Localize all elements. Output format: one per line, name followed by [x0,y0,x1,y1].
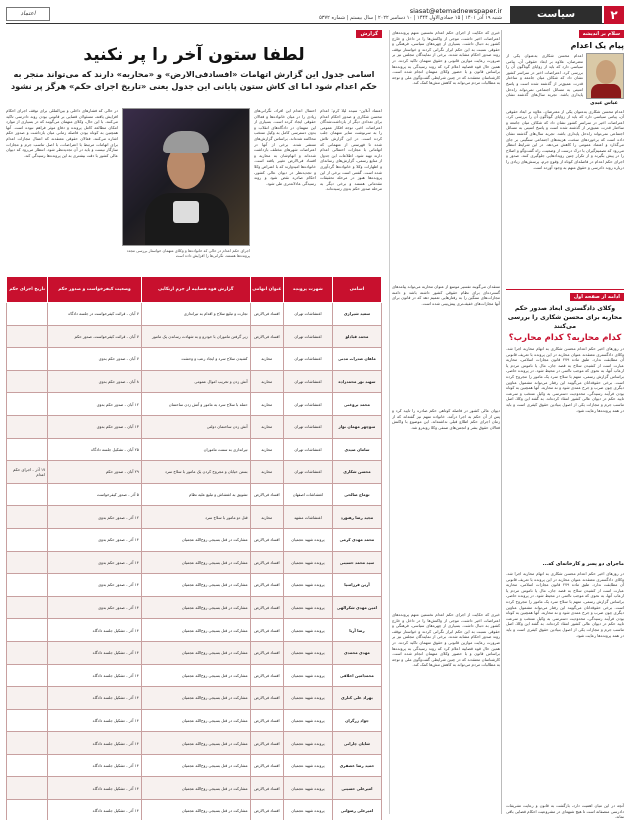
defendant-name-cell: محمد قبادلو [332,325,381,348]
judiciary-report-cell: تیراندازی به سمت ماموران [141,438,250,461]
execution-date-cell [7,551,48,574]
indictment-status-cell: ۱۴ آذر - تشکیل جلسه دادگاه [48,754,142,777]
defendants-table [6,276,382,820]
charge-cell: محاربه [250,348,283,371]
charge-cell: افساد فی‌الارض [250,687,283,710]
defendant-name-cell: محمد مهدی کرمی [332,528,381,551]
masthead-bar [6,4,624,24]
indictment-status-cell: ۲۹ آبان - صدور حکم [48,461,142,484]
execution-date-cell [7,483,48,506]
case-name-cell: پرونده شهید عجمیان [284,687,333,710]
execution-date-cell [7,348,48,371]
case-name-cell: اغتشاشات اصفهان [284,483,333,506]
case-name-cell: اغتشاشات تهران [284,325,333,348]
defendant-name-cell: امیرعلی رضوانی [332,800,381,820]
table-row [7,664,382,687]
charge-cell: افساد فی‌الارض [250,664,283,687]
case-name-cell: پرونده شهید عجمیان [284,777,333,800]
indictment-status-cell: ۱۴ آذر - صدور حکم بدوی [48,596,142,619]
defendant-name-cell: سید محمد حسینی [332,551,381,574]
table-row [7,687,382,710]
divider [506,289,624,291]
indictment-status-cell: ۷ آبان - قرائت کیفرخواست، صدور حکم [48,325,142,348]
charge-cell: افساد فی‌الارض [250,619,283,642]
indictment-status-cell: ۲۵ آبان - تشکیل جلسه دادگاه [48,438,142,461]
judiciary-report-cell: مشارکت در قتل بسیجی روح‌الله عجمیان [141,596,250,619]
case-name-cell: پرونده شهید عجمیان [284,619,333,642]
defendant-name-cell: سعید شیرازی [332,303,381,326]
execution-date-cell [7,709,48,732]
article-ending: آنچه در این میان اهمیت دارد، بازگشت به قانون و رعایت تشریفات دادرسی منصفانه است تا هیچ شبهه‌ای در مشروعیت احکام قضایی باقی نماند. [506,803,624,820]
indictment-status-cell: ۱۴ آذر - تشکیل جلسه دادگاه [48,709,142,732]
charge-cell: افساد فی‌الارض [250,574,283,597]
page-number: ۲ [604,6,624,24]
case-name-cell: اغتشاشات تهران [284,370,333,393]
execution-date-cell [7,438,48,461]
header-charge: عنوان اتهامی [250,277,283,303]
charge-cell: افساد فی‌الارض [250,641,283,664]
execution-date-cell [7,370,48,393]
column-intro: اعدام محسن شکاری به‌عنوان یکی از معترضان، علاوه بر ابعاد حقوقی آن، پیامی سیاسی دارد که باید از زوایای گوناگون آن را بررسی کرد. اعتراضات اخیر در سراسر کشور نشان داد که شکاف میان جامعه و ساختار قدرت عمیق‌تر از گذشته شده است و پاسخ امنیتی به مسائل اجتماعی نمی‌تواند راه‌حل پایداری باشد. تجربه سال‌های گذشته نشان [506,53,583,98]
column-divider [500,30,502,814]
indictment-status-cell: ۱۴ آذر - تشکیل جلسه دادگاه [48,641,142,664]
table-row [7,709,382,732]
case-name-cell: اغتشاشات تهران [284,415,333,438]
section-title: سیاست [510,6,602,24]
secondary-body-1: خبری که حکایت از اجرای حکم اعدام نخستین متهم پرونده‌های اعتراضات اخیر داشت، موجی از واکنش‌ها را در داخل و خارج کشور به دنبال داشت. بسیاری از چهره‌های سیاسی، فرهنگی و حقوقی نسبت به این حکم ابراز نگرانی کردند و خواستار توقف روند صدور احکام مشابه شدند. برخی از نمایندگان مجلس نیز بر ضرورت رعایت موازین قانونی و حقوق متهمان تاکید کردند. در همین حال قوه قضاییه اعلام کرد که روند رسیدگی به پرونده‌ها براساس قانون و با حضور وکلای متهمان انجام شده است. کارشناسان معتقدند که در چنین شرایطی گفت‌وگوی ملی و توجه به مطالبات مردم می‌تواند به کاهش تنش‌ها کمک کند. [392,30,500,86]
case-name-cell: پرونده شهید عجمیان [284,664,333,687]
judiciary-report-cell: آتش زدن ساختمان دولتی [141,415,250,438]
judiciary-report-cell: حمله با سلاح سرد به مامور و آتش زدن ساختمان [141,393,250,416]
column-body: اعدام محسن شکاری به‌عنوان یکی از معترضان، علاوه بر ابعاد حقوقی آن، پیامی سیاسی دارد که باید از زوایای گوناگون آن را بررسی کرد. اعتراضات اخیر در سراسر کشور نشان داد که شکاف میان جامعه و ساختار قدرت عمیق‌تر از گذشته شده است و پاسخ امنیتی به مسائل اجتماعی نمی‌تواند راه‌حل پایداری باشد. تجربه سال‌های گذشته نشان داده است که برخوردهای سخت، هزینه‌های اجتماعی سنگینی بر جای می‌گذارد و اعتماد عمومی را کاهش می‌دهد. در این شرایط انتظار می‌رود که تصمیم‌گیران با درک درست از وضعیت، راه گفت‌وگو و اصلاح را در پیش بگیرند و از تکرار چنین رویدادهایی جلوگیری کنند. صدور و اجرای حکم اعدام در فاصله‌ای کوتاه از وقوع جرم، پرسش‌های زیادی را درباره روند دادرسی و حقوق متهم به وجود آورده است. [506,108,624,170]
table-row [7,574,382,597]
judiciary-report-cell: مشارکت در قتل بسیجی روح‌الله عجمیان [141,754,250,777]
case-name-cell: اغتشاشات تهران [284,438,333,461]
defendant-name-cell: محمد بروغنی [332,393,381,416]
indictment-status-cell: ۱۴ آذر - تشکیل جلسه دادگاه [48,664,142,687]
header-execution-date: تاریخ اجرای حکم [7,277,48,303]
case-name-cell: پرونده شهید عجمیان [284,641,333,664]
secondary-body-2: منتقدان می‌گویند تفسیر موسع از عنوان محاربه می‌تواند پیامدهای گسترده‌ای برای نظام حقوقی کشور داشته باشد و دامنه مجازات‌های سنگین را به رفتارهایی تعمیم دهد که در قانون برای آنها مجازات‌های خفیف‌تری پیش‌بینی شده است. [392,284,500,306]
table-row [7,551,382,574]
execution-date-cell [7,393,48,416]
case-name-cell: پرونده شهید عجمیان [284,709,333,732]
table-row [7,641,382,664]
column-tag: سلام بر اندیشه [579,30,624,38]
execution-date-cell [7,506,48,529]
report-body-1: اعتماد آنلاین- سیده لیلا کرم: اعدام محسن شکاری و صدور احکام اعدام برای تعدادی دیگر از بازداشت‌شدگان اعتراضات اخیر، توجه افکار عمومی را به سرنوشت سایر متهمان جلب کرده است. در این گزارش تلاش شده تا فهرستی از متهمانی که اتهاماتی با مجازات احتمالی اعدام دارند تهیه شود. اطلاعات این جدول از منابع رسمی، گزارش‌های رسانه‌ای و اظهارات وکلا و خانواده‌ها گردآوری شده است. گفتنی است برخی از این پرونده‌ها هنوز در مرحله تحقیقات مقدماتی هستند و برخی دیگر به مرحله صدور حکم بدوی رسیده‌اند. [320,108,382,192]
table-row [7,483,382,506]
defendant-name-cell: شایان چارانی [332,732,381,755]
table-row [7,754,382,777]
case-name-cell: اغتشاشات مشهد [284,506,333,529]
report-kicker: گزارش [356,30,382,38]
execution-date-cell: ۱۷ آذر - اجرای حکم اعدام [7,461,48,484]
article-crosshead: ماجرای دو پسر و کارخانه‌ای که... [542,561,624,568]
indictment-status-cell: ۱۴ آذر - تشکیل جلسه دادگاه [48,687,142,710]
indictment-status-cell: ۱۴ آذر - صدور حکم بدوی [48,551,142,574]
judiciary-report-cell: آتش زدن و تخریب اموال عمومی [141,370,250,393]
judiciary-report-cell: مشارکت در قتل بسیجی روح‌الله عجمیان [141,687,250,710]
indictment-status-cell: ۱۴ آذر - تشکیل جلسه دادگاه [48,732,142,755]
table-header-row [7,277,382,303]
table-row [7,393,382,416]
judiciary-report-cell: مشارکت در قتل بسیجی روح‌الله عجمیان [141,619,250,642]
author-photo [586,53,624,99]
indictment-status-cell: ۱۴ آذر - صدور حکم بدوی [48,528,142,551]
report-deck: اسامی جدول این گزارش اتهامات «افسادفی‌الارض» و «محاربه» دارند که می‌تواند منجر به حکم اعدام شود اما ای کاش ستون پایانی این جدول یعنی «تاریخ اجرای حکم» هرگز پر نشود [10,69,378,91]
charge-cell: محاربه [250,415,283,438]
charge-cell: افساد فی‌الارض [250,528,283,551]
judiciary-report-cell: مشارکت در قتل بسیجی روح‌الله عجمیان [141,641,250,664]
table-row [7,303,382,326]
judiciary-report-cell: مشارکت در قتل بسیجی روح‌الله عجمیان [141,777,250,800]
charge-cell: افساد فی‌الارض [250,483,283,506]
case-name-cell: پرونده شهید عجمیان [284,732,333,755]
header-case: شهرت پرونده [284,277,333,303]
charge-cell: محاربه [250,370,283,393]
defendant-name-cell: رضا آریا [332,619,381,642]
defendant-name-cell: مهدی محمدی [332,641,381,664]
charge-cell: افساد فی‌الارض [250,709,283,732]
defendant-name-cell: سهند نور محمدزاده [332,370,381,393]
indictment-status-cell: ۷ آبان - قرائت کیفرخواست در جلسه دادگاه [48,303,142,326]
report-body-3: در حالی که فشارهای داخلی و بین‌المللی برای توقف اجرای احکام افزایش یافته، مسئولان قضایی بر قانونی بودن روند دادرسی تاکید می‌کنند. با این حال، وکلای متهمان می‌گویند که در بسیاری از موارد امکان مطالعه کامل پرونده و دفاع موثر فراهم نبوده است. آنها همچنین به کوتاه بودن فاصله زمانی میان بازداشت و صدور حکم اشاره می‌کنند. فعالان حقوقی معتقدند که اعمال مجازات اعدام برای اتهامات مرتبط با اعتراضات، با اصل تناسب جرم و مجازات سازگار نیست و باید در آن تجدیدنظر شود. انتظار می‌رود که دیوان عالی کشور با دقت بیشتری به این پرونده‌ها رسیدگی کند. [6,108,118,158]
judiciary-report-cell: بستن خیابان و مجروح کردن یک مامور با سلاح سرد [141,461,250,484]
defendant-name-cell: آرین فرزامنیا [332,574,381,597]
judiciary-report-cell: زیر گرفتن ماموران با خودرو و به شهادت رساندن یک مامور [141,325,250,348]
execution-date-cell [7,596,48,619]
defendant-name-cell: بهراد علی کنارى [332,687,381,710]
table-row [7,800,382,820]
case-name-cell: پرونده شهید عجمیان [284,754,333,777]
article-body-continued: در روزهای اخیر حکم اعدام محسن شکاری به اتهام محاربه اجرا شد. وکلای دادگستری معتقدند عنوان محاربه در این پرونده با تعریف قانونی آن مطابقت ندارد. طبق ماده ۲۷۹ قانون مجازات اسلامی، محاربه عبارت است از کشیدن سلاح به قصد جان، مال یا ناموس مردم یا ارعاب آنها، به نحوی که موجب ناامنی در محیط شود. در پرونده حاضر، براساس گزارش رسمی، متهم با سلاح سرد یک مامور را مجروح کرده است. برخی حقوقدانان می‌گویند این رفتار می‌تواند مشمول عناوین دیگری چون ضرب و جرح عمدی شود و نه محاربه. آنها همچنین به کوتاه بودن فرآیند رسیدگی، محدودیت دسترسی به وکیل منتخب و سرعت تایید حکم در دیوان عالی کشور انتقاد کرده‌اند. به گفته این وکلا، اصل تناسب جرم و مجازات یکی از اصول بنیادین حقوق کیفری است و باید در همه پرونده‌ها رعایت شود. [506,571,624,638]
charge-cell: افساد فی‌الارض [250,732,283,755]
judiciary-report-cell: مشارکت در قتل بسیجی روح‌الله عجمیان [141,551,250,574]
indictment-status-cell: ۱۴ آذر - تشکیل جلسه دادگاه [48,800,142,820]
defendant-name-cell: مجید رضا رهنورد [332,506,381,529]
charge-cell: محاربه [250,438,283,461]
execution-date-cell [7,664,48,687]
indictment-status-cell: ۱۴ آذر - صدور حکم بدوی [48,574,142,597]
continued-tag: ادامه از صفحه اول [570,293,624,301]
execution-date-cell [7,528,48,551]
case-name-cell: پرونده شهید عجمیان [284,800,333,820]
case-name-cell: پرونده شهید عجمیان [284,551,333,574]
table-row [7,461,382,484]
secondary-body-4: خبری که حکایت از اجرای حکم اعدام نخستین متهم پرونده‌های اعتراضات اخیر داشت، موجی از واکنش‌ها را در داخل و خارج کشور به دنبال داشت. بسیاری از چهره‌های سیاسی، فرهنگی و حقوقی نسبت به این حکم ابراز نگرانی کردند و خواستار توقف روند صدور احکام مشابه شدند. برخی از نمایندگان مجلس نیز بر ضرورت رعایت موازین قانونی و حقوق متهمان تاکید کردند. در همین حال قوه قضاییه اعلام کرد که روند رسیدگی به پرونده‌ها براساس قانون و با حضور وکلای متهمان انجام شده است. کارشناسان معتقدند که در چنین شرایطی گفت‌وگوی ملی و توجه به مطالبات مردم می‌تواند به کاهش تنش‌ها کمک کند. [392,612,500,668]
defendant-name-cell: منوچهر مهمان نواز [332,415,381,438]
charge-cell: افساد فی‌الارض [250,754,283,777]
indictment-status-cell: ۷ آبان - صدور حکم بدوی [48,348,142,371]
judiciary-report-cell: قتل دو مامور با سلاح سرد [141,506,250,529]
defendant-name-cell: حمید رضا عصفری [332,754,381,777]
charge-cell: افساد فی‌الارض [250,777,283,800]
judiciary-report-cell: کشیدن سلاح سرد و ایجاد رعب و وحشت [141,348,250,371]
judiciary-report-cell: مشارکت در قتل بسیجی روح‌الله عجمیان [141,709,250,732]
charge-cell: محاربه [250,506,283,529]
table-row [7,438,382,461]
column-divider-main [389,30,390,814]
secondary-column [392,30,500,814]
judiciary-report-cell: مشارکت در قتل بسیجی روح‌الله عجمیان [141,664,250,687]
main-report [6,30,382,814]
secondary-body-3: دیوان عالی کشور در فاصله کوتاهی حکم صادره را تایید کرد و پس از آن حکم به اجرا درآمد. خانواده متهم نیز گفته‌اند که از زمان اجرای حکم اطلاع قبلی نداشته‌اند. این موضوع با واکنش فعالان حقوق بشر و انجمن‌های صنفی وکلا روبه‌رو شد. [392,408,500,430]
charge-cell: افساد فی‌الارض [250,551,283,574]
header-status: وضعیت کیفرخواست و صدور حکم [48,277,142,303]
report-body-2: احتمال اعدام این افراد، نگرانی‌های زیادی را در میان خانواده‌ها و فعالان حقوقی ایجاد کرده است. بسیاری از این متهمان در دادگاه‌های انقلاب و بدون دسترسی کامل به وکیل منتخب محاکمه شده‌اند. براساس گزارش‌های منتشر شده، برخی از آنها در اعتراضات شهرهای مختلف بازداشت شده‌اند و اتهام‌شان به محاربه و افساد فی‌الارض تغییر یافته است. خانواده‌ها امیدوارند که با اعتراض وکلا و تجدیدنظر در دیوان عالی کشور، احکام صادره نقض شود و روند رسیدگی عادلانه‌تری طی شود. [254,108,316,186]
judiciary-report-cell: تجارت و تبلیغ سلاح و اقدام به تیراندازی [141,303,250,326]
charge-cell: افساد فی‌الارض [250,325,283,348]
indictment-status-cell: ۸ آبان - صدور حکم بدوی [48,370,142,393]
table-row [7,596,382,619]
article-subhead: وکلای دادگستری ابعاد صدور حکم محاربه برای محسن شکاری را بررسی می‌کنند [507,305,623,331]
indictment-status-cell: ۱۲ آبان - صدور حکم بدوی [48,393,142,416]
table-row [7,370,382,393]
execution-date-cell [7,325,48,348]
defendant-name-cell: ماهان صدرات مدنی [332,348,381,371]
defendant-name-cell: امیرعلی حسینی [332,777,381,800]
photo-caption: اجرای حکم اعدام در حالی که خانواده‌ها و وکلای متهمان خواستار بررسی مجدد پرونده‌ها هستند، نگرانی‌ها را افزایش داده است [126,248,250,258]
case-name-cell: پرونده شهید عجمیان [284,574,333,597]
article-body: در روزهای اخیر حکم اعدام محسن شکاری به اتهام محاربه اجرا شد. وکلای دادگستری معتقدند عنوان محاربه در این پرونده با تعریف قانونی آن مطابقت ندارد. طبق ماده ۲۷۹ قانون مجازات اسلامی، محاربه عبارت است از کشیدن سلاح به قصد جان، مال یا ناموس مردم یا ارعاب آنها، به نحوی که موجب ناامنی در محیط شود. در پرونده حاضر، براساس گزارش رسمی، متهم با سلاح سرد یک مامور را مجروح کرده است. برخی حقوقدانان می‌گویند این رفتار می‌تواند مشمول عناوین دیگری چون ضرب و جرح عمدی شود و نه محاربه. آنها همچنین به کوتاه بودن فرآیند رسیدگی، محدودیت دسترسی به وکیل منتخب و سرعت تایید حکم در دیوان عالی کشور انتقاد کرده‌اند. به گفته این وکلا، اصل تناسب جرم و مجازات یکی از اصول بنیادین حقوق کیفری است و باید در همه پرونده‌ها رعایت شود. [506,346,624,413]
execution-date-cell [7,303,48,326]
charge-cell: محاربه [250,461,283,484]
author-name: عباس عبدی [590,101,618,106]
table-body [7,303,382,820]
judiciary-report-cell: تشویق به اغتشاش و تبلیغ علیه نظام [141,483,250,506]
execution-date-cell [7,641,48,664]
defendant-name-cell: توماج صالحی [332,483,381,506]
table-row [7,506,382,529]
case-name-cell: پرونده شهید عجمیان [284,528,333,551]
defendant-name-cell: سامان صیدی [332,438,381,461]
header-report: گزارش قوه قضاییه از جرم ارتکابی [141,277,250,303]
indictment-status-cell: ۱۴ آذر - تشکیل جلسه دادگاه [48,777,142,800]
charge-cell: محاربه [250,393,283,416]
execution-date-cell [7,619,48,642]
dateline: شنبه ۱۹ آذر ۱۴۰۱ | ۱۵ جمادی‌الاول ۱۴۴۴ | ۱۰ دسامبر ۲۰۲۲ | سال بیستم | شماره ۵۳۷۲ [319,15,502,21]
charge-cell: افساد فی‌الارض [250,303,283,326]
table-row [7,415,382,438]
defendant-name-cell: امین مهدی شکرالهی [332,596,381,619]
charge-cell: افساد فی‌الارض [250,596,283,619]
newspaper-logo: اعتماد [6,7,50,21]
case-name-cell: پرونده شهید عجمیان [284,596,333,619]
judiciary-report-cell: مشارکت در قتل بسیجی روح‌الله عجمیان [141,528,250,551]
execution-date-cell [7,687,48,710]
table-row [7,348,382,371]
defendant-name-cell: جواد زرگران [332,709,381,732]
execution-date-cell [7,754,48,777]
indictment-status-cell: ۱۳ آبان - صدور حکم بدوی [48,415,142,438]
indictment-status-cell: ۱۲ آذر - صدور حکم بدوی [48,506,142,529]
table-row [7,325,382,348]
execution-date-cell [7,800,48,820]
judiciary-report-cell: مشارکت در قتل بسیجی روح‌الله عجمیان [141,732,250,755]
defendant-name-cell: محسن شکاری [332,461,381,484]
column-title: پیام یک اعدام [570,41,624,50]
defendant-name-cell: محمدامین اخلاقی [332,664,381,687]
table-row [7,619,382,642]
report-photo [122,108,250,246]
article-headline: کدام محاربه؟ کدام محارب؟ [508,333,622,344]
table-row [7,732,382,755]
charge-cell: افساد فی‌الارض [250,800,283,820]
execution-date-cell [7,415,48,438]
execution-date-cell [7,777,48,800]
table-row [7,528,382,551]
case-name-cell: اغتشاشات تهران [284,348,333,371]
execution-date-cell [7,732,48,755]
judiciary-report-cell: مشارکت در قتل بسیجی روح‌الله عجمیان [141,574,250,597]
case-name-cell: اغتشاشات تهران [284,393,333,416]
indictment-status-cell: ۵ آذر - صدور کیفرخواست [48,483,142,506]
case-name-cell: اغتشاشات تهران [284,303,333,326]
opinion-column [506,30,624,820]
case-name-cell: اغتشاشات تهران [284,461,333,484]
header-name: اسامی [332,277,381,303]
section-email[interactable]: siasat@etemadnewspaper.ir [409,7,502,15]
report-headline: لطفا ستون آخر را پر نکنید [83,45,305,65]
table-row [7,777,382,800]
execution-date-cell [7,574,48,597]
indictment-status-cell: ۱۴ آذر - تشکیل جلسه دادگاه [48,619,142,642]
judiciary-report-cell: مشارکت در قتل بسیجی روح‌الله عجمیان [141,800,250,820]
